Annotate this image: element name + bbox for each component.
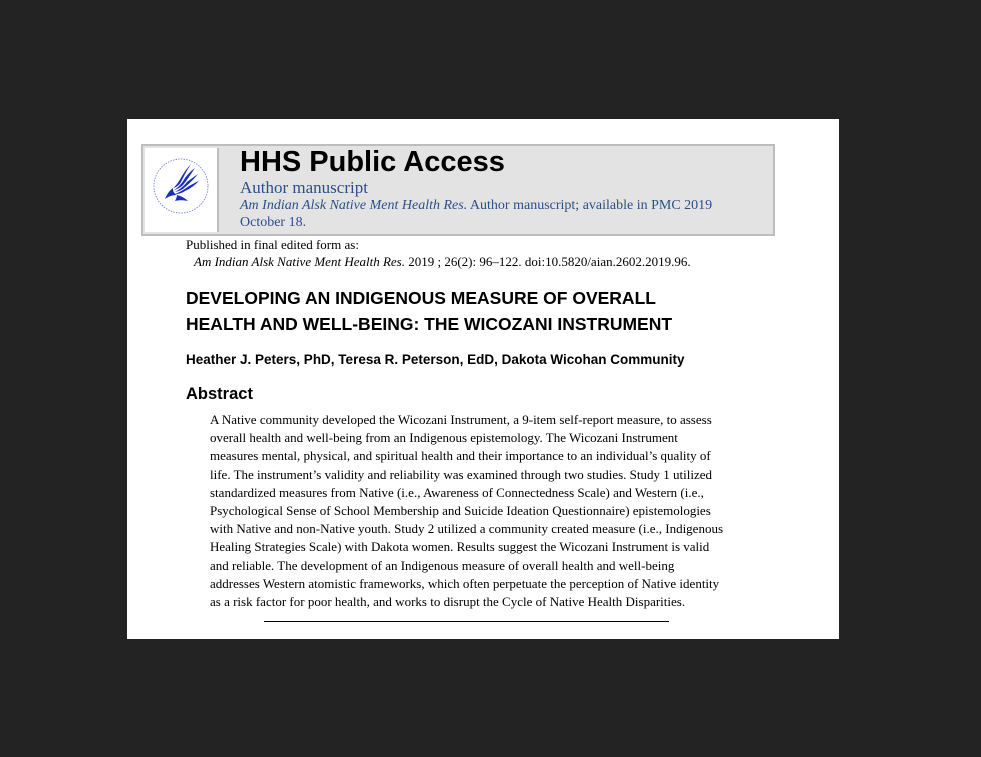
hhs-logo bbox=[145, 148, 219, 232]
paper-title-line: DEVELOPING AN INDIGENOUS MEASURE OF OVERALL bbox=[186, 288, 656, 308]
author-list: Heather J. Peters, PhD, Teresa R. Peterson, EdD, Dakota Wicohan Community bbox=[186, 352, 685, 367]
author-manuscript-label: Author manuscript bbox=[240, 178, 368, 197]
abstract-line: life. The instrument’s validity and reliability was examined through two studies. Study 1 utilized bbox=[210, 466, 712, 482]
abstract-line: measures mental, physical, and spiritual health and their importance to an individual’s quality of bbox=[210, 448, 711, 464]
citation-line bbox=[186, 253, 691, 270]
abstract-line: addresses Western atomistic frameworks, which often perpetuate the perception of Native identity bbox=[210, 575, 720, 591]
availability-date: October 18. bbox=[240, 215, 307, 230]
abstract-line: A Native community developed the Wicozani Instrument, a 9-item self-report measure, to assess bbox=[210, 412, 712, 427]
paper-title bbox=[186, 285, 746, 337]
citation-details[interactable]: 2019 ; 26(2): 96–122. doi:10.5820/aian.2602.2019.96. bbox=[404, 254, 691, 269]
abstract-line: and reliable. The development of an Indigenous measure of overall health and well-being bbox=[210, 557, 675, 573]
manuscript-availability bbox=[240, 197, 760, 231]
published-citation bbox=[186, 236, 691, 270]
citation-journal: Am Indian Alsk Native Ment Health Res. bbox=[194, 254, 405, 269]
document-page bbox=[127, 119, 839, 639]
abstract-line: standardized measures from Native (i.e., Awareness of Connectedness Scale) and Western (i.e., bbox=[210, 484, 704, 500]
abstract-line: as a risk factor for poor health, and works to disrupt the Cycle of Native Health Disparities. bbox=[210, 594, 686, 610]
abstract-line: Healing Strategies Scale) with Dakota women. Results suggest the Wicozani Instrument is valid bbox=[210, 539, 710, 555]
abstract-line: with Native and non-Native youth. Study 2 utilized a community created measure (i.e., Indigenous bbox=[210, 521, 724, 537]
published-label: Published in final edited form as: bbox=[186, 237, 359, 252]
hhs-public-access-title: HHS Public Access bbox=[240, 146, 505, 178]
abstract-line: Psychological Sense of School Membership and Suicide Ideation Questionnaire) epistemologies bbox=[210, 503, 711, 519]
abstract-line: overall health and well-being from an Indigenous epistemology. The Wicozani Instrument bbox=[210, 430, 678, 446]
abstract-text bbox=[210, 411, 725, 611]
abstract-heading: Abstract bbox=[186, 385, 253, 403]
journal-name[interactable]: Am Indian Alsk Native Ment Health Res. bbox=[240, 198, 468, 213]
hhs-public-access-banner bbox=[141, 144, 775, 236]
footnote-divider bbox=[264, 621, 669, 622]
paper-title-line: HEALTH AND WELL-BEING: THE WICOZANI INSTRUMENT bbox=[186, 314, 673, 334]
hhs-eagle-seal-icon bbox=[151, 154, 211, 220]
availability-text: Author manuscript; available in PMC 2019 bbox=[467, 198, 713, 213]
